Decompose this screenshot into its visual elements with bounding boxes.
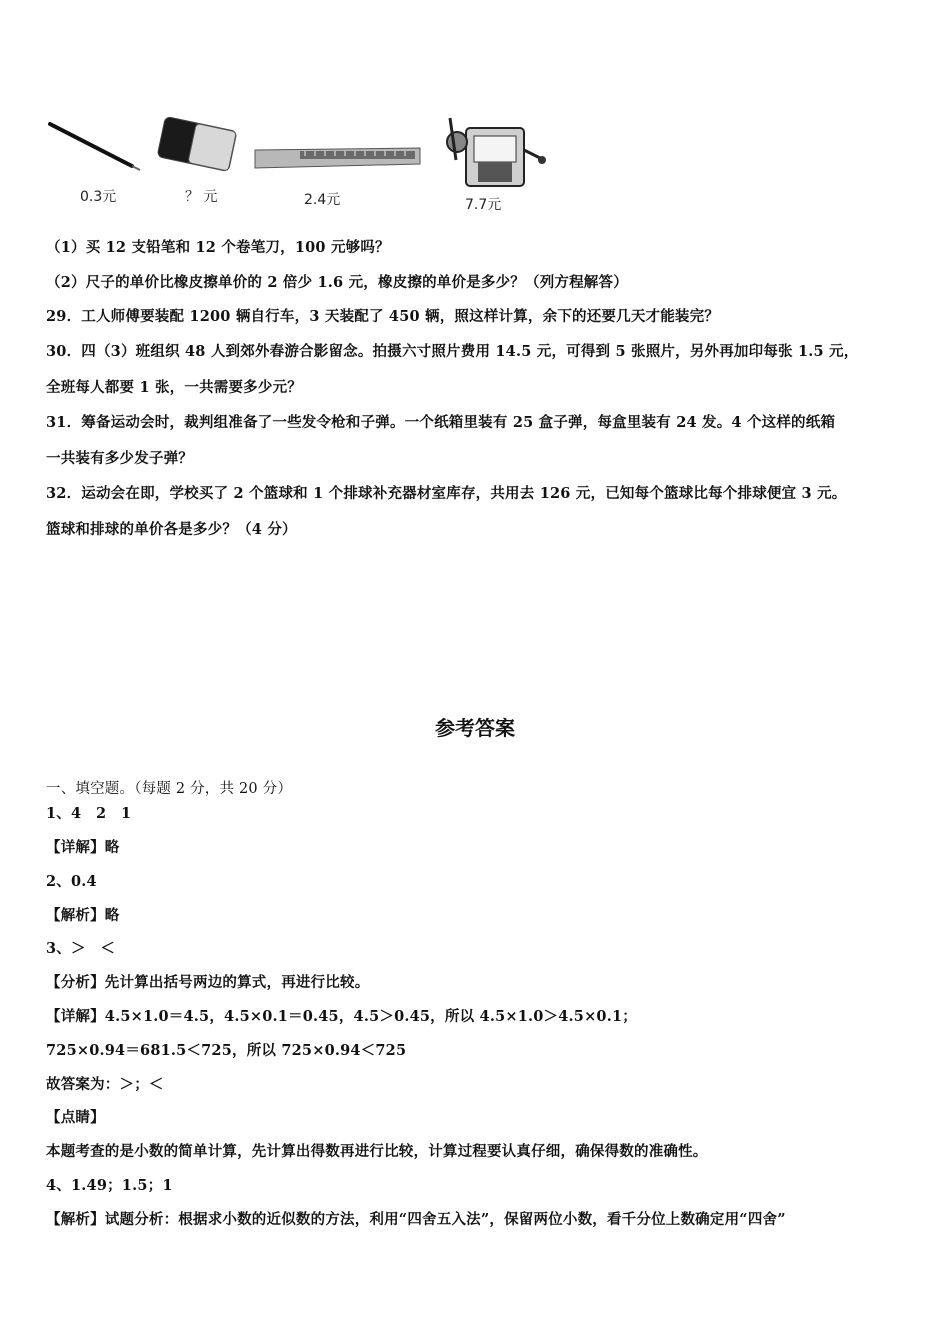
question-30-line1: 30．四（3）班组织 48 人到郊外春游合影留念。拍摄六寸照片费用 14.5 元，可得到 5 张照片，另外再加印每张 1.5 元， <box>46 343 859 360</box>
answer-3-conclusion: 故答案为：＞；＜ <box>46 1076 164 1093</box>
answer-3-detail-line2: 725×0.94＝681.5＜725，所以 725×0.94＜725 <box>46 1042 407 1059</box>
answer-4: 4、1.49；1.5；1 <box>46 1177 173 1194</box>
answer-3-detail-line1: 【详解】4.5×1.0＝4.5，4.5×0.1＝0.45，4.5＞0.45，所以 4.5×1.0＞4.5×0.1； <box>46 1008 637 1025</box>
stationery-pictures <box>0 0 950 220</box>
answer-2: 2、0.4 <box>46 873 97 890</box>
pencil-price: 0.3元 <box>80 189 117 205</box>
pencil-image <box>50 124 140 170</box>
question-32-line2: 篮球和排球的单价各是多少？（4 分） <box>46 521 297 538</box>
answer-1: 1、4 2 1 <box>46 805 132 822</box>
pencil-sharpener-image <box>447 118 546 186</box>
question-29: 29．工人师傅要装配 1200 辆自行车，3 天装配了 450 辆，照这样计算，余下的还要几天才能装完？ <box>46 308 720 325</box>
question-31-line1: 31．筹备运动会时，裁判组准备了一些发令枪和子弹。一个纸箱里装有 25 盒子弹，每盒里装有 24 发。4 个这样的纸箱 <box>46 414 836 431</box>
eraser-image <box>158 117 237 171</box>
answer-1-detail: 【详解】略 <box>46 839 120 856</box>
question-30-line2: 全班每人都要 1 张，一共需要多少元？ <box>46 379 302 396</box>
question-28-1: （1）买 12 支铅笔和 12 个卷笔刀，100 元够吗？ <box>46 239 390 256</box>
answer-3-analysis: 【分析】先计算出括号两边的算式，再进行比较。 <box>46 974 370 991</box>
ruler-price: 2.4元 <box>304 192 341 208</box>
answers-title: 参考答案 <box>435 716 515 740</box>
answer-3-comment-label: 【点睛】 <box>46 1109 105 1126</box>
ruler-image <box>255 148 420 168</box>
answers-section-heading: 一、填空题。（每题 2 分，共 20 分） <box>46 781 293 797</box>
answer-3-comment: 本题考查的是小数的简单计算，先计算出得数再进行比较，计算过程要认真仔细，确保得数的准确性。 <box>46 1143 708 1160</box>
answer-2-analysis: 【解析】略 <box>46 907 120 924</box>
question-32-line1: 32．运动会在即，学校买了 2 个篮球和 1 个排球补充器材室库存，共用去 126 元，已知每个篮球比每个排球便宜 3 元。 <box>46 485 847 502</box>
eraser-price: ？ 元 <box>185 189 218 205</box>
sharpener-price: 7.7元 <box>465 197 502 213</box>
question-28-2: （2）尺子的单价比橡皮擦单价的 2 倍少 1.6 元，橡皮擦的单价是多少？（列方程解答） <box>46 274 628 291</box>
answer-4-analysis: 【解析】试题分析：根据求小数的近似数的方法，利用“四舍五入法”，保留两位小数，看千分位上数确定用“四舍” <box>46 1211 786 1228</box>
answer-3: 3、＞ ＜ <box>46 940 116 957</box>
question-31-line2: 一共装有多少发子弹？ <box>46 450 193 467</box>
